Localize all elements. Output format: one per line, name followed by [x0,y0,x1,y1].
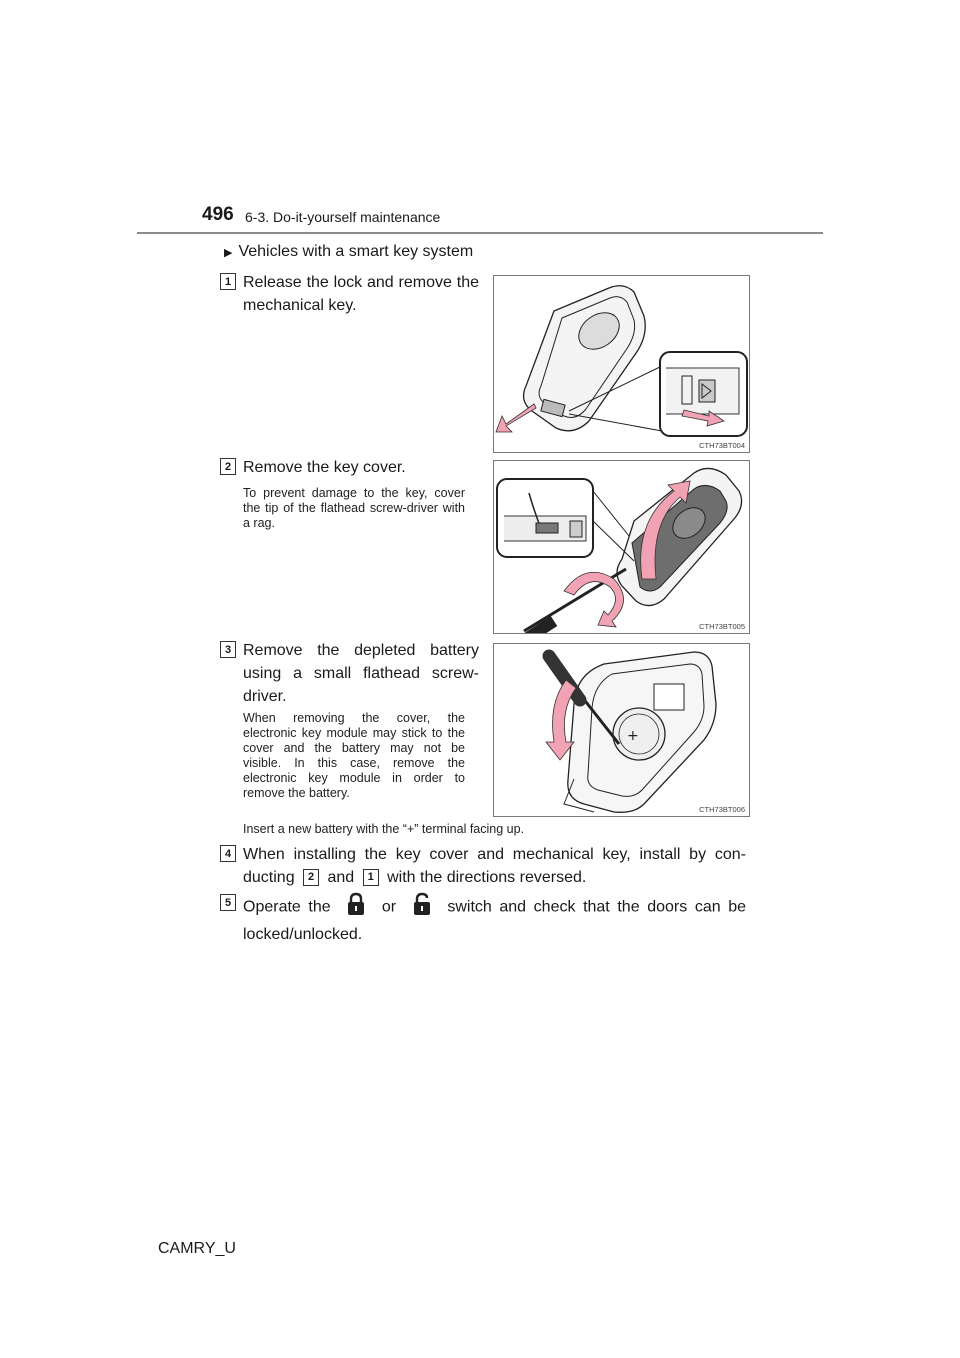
subsection-heading [224,243,473,261]
footer-model: CAMRY_U [158,1240,236,1257]
unlock-icon [407,892,437,923]
step-4-text-a: When installing the key cover and mechanical key, install by con-ducting [243,846,746,886]
step-3-text: Remove the depleted battery using a small flathead screw-driver. [243,642,479,705]
page-number: 496 [202,204,234,225]
step-5-text-b: or [381,898,397,916]
key-fob-illustration-2 [494,461,749,633]
step-badge-3: 3 [220,641,236,658]
section-title: 6-3. Do-it-yourself maintenance [245,209,441,225]
step-2-text: Remove the key cover. [243,459,406,476]
step-ref-2: 2 [303,869,319,886]
key-fob-illustration-3 [494,644,749,816]
header-rule [137,232,823,234]
figure-code: CTH73BT004 [699,441,745,450]
figure-release-mechanical-key [493,275,750,453]
subsection-title: Vehicles with a smart key system [238,243,474,260]
step-4-text [243,843,746,889]
svg-text:+: + [627,728,639,744]
key-fob-illustration-1 [494,276,749,452]
step-2-note: To prevent damage to the key, cover the tip of the flathead screw-driver with a rag. [243,486,465,530]
step-badge-1: 1 [220,273,236,290]
figure-remove-key-cover [493,460,750,634]
step-3-note-2: Insert a new battery with the “+” terminal facing up. [243,822,525,836]
figure-code: CTH73BT006 [699,805,745,814]
step-4-text-c: with the directions reversed. [387,869,587,886]
step-badge-5: 5 [220,894,236,911]
step-badge-2: 2 [220,458,236,475]
triangle-bullet-icon: ▶ [224,246,233,259]
step-ref-1: 1 [363,869,379,886]
arrow-pull-key [496,404,536,432]
step-5-text-a: Operate the [243,898,331,916]
step-5-text-c: switch and check that the doors can be locked/unlocked. [243,898,747,943]
figure-code: CTH73BT005 [699,622,745,631]
step-4-text-b: and [327,869,355,886]
lock-icon [341,892,371,923]
step-5-text [243,892,746,946]
step-1-text: Release the lock and remove the mechanical key. [243,274,479,314]
step-3-note: When removing the cover, the electronic key module may stick to the cover and the battery may not be visible. In this case, remove the electronic key module in order to remove the battery. [243,711,465,800]
figure-remove-battery [493,643,750,817]
step-badge-4: 4 [220,845,236,862]
